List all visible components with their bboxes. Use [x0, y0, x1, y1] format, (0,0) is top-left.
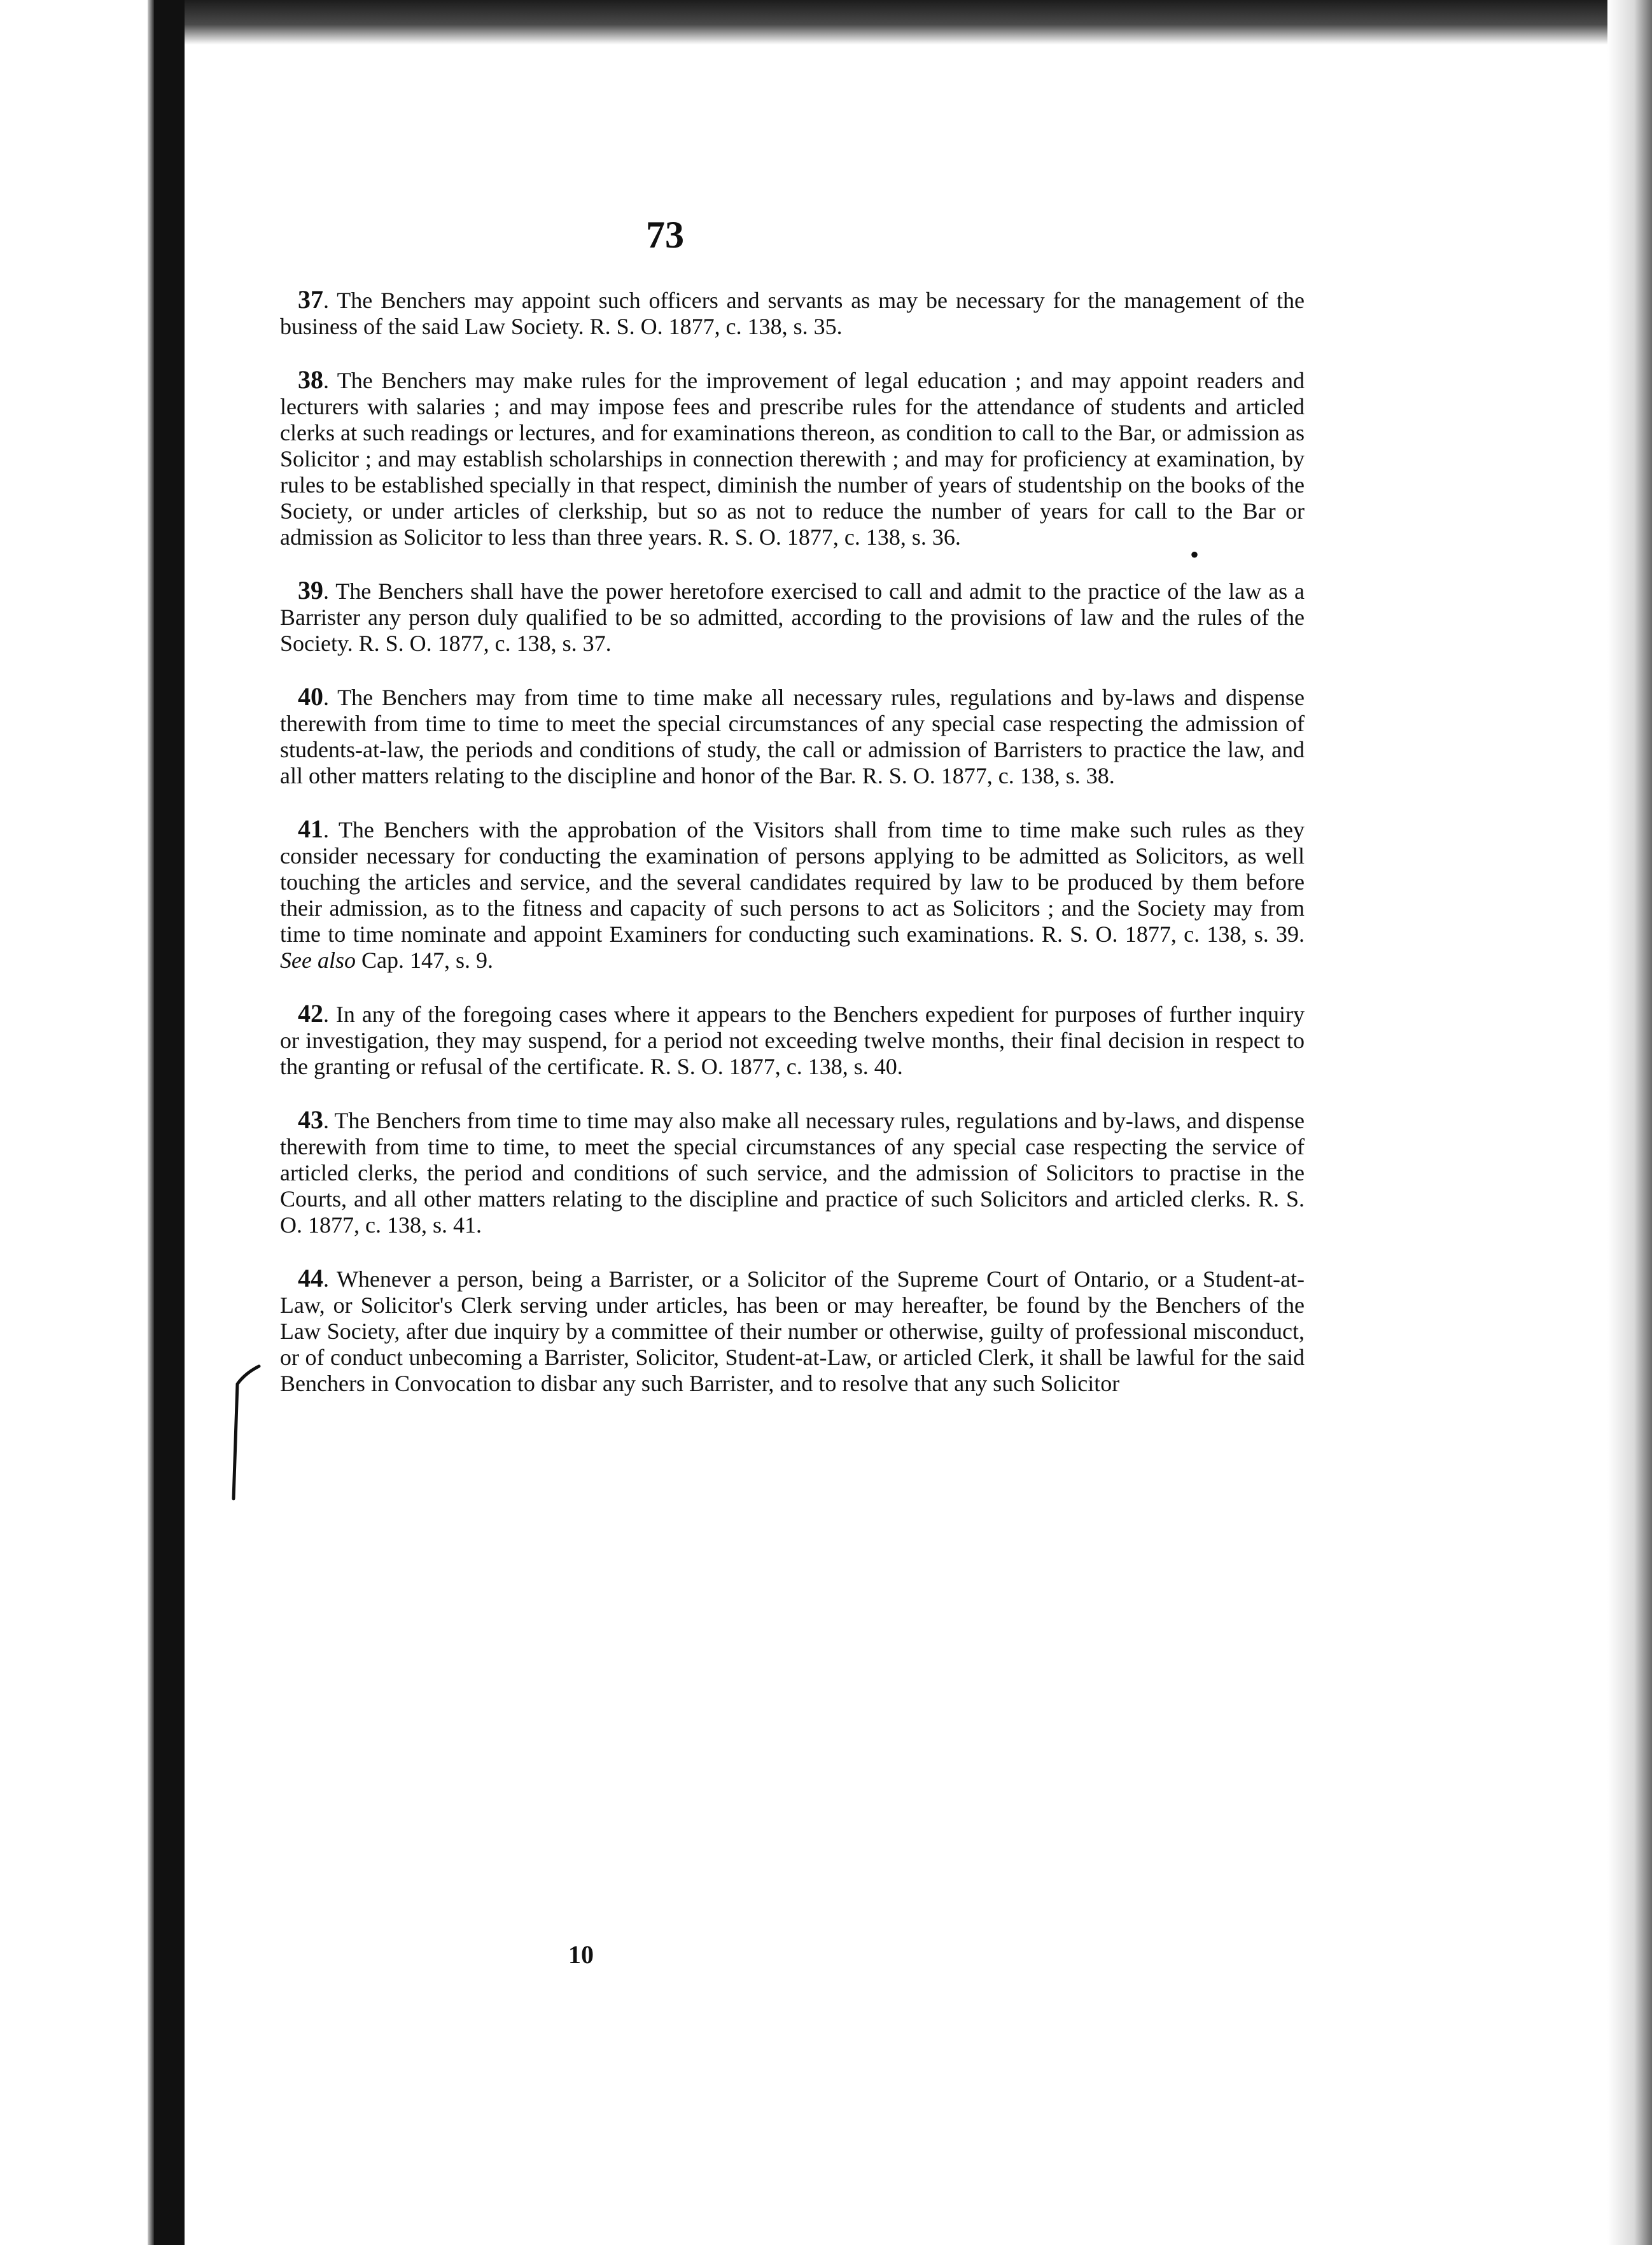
facing-page — [0, 0, 153, 2245]
section-text: The Benchers may appoint such officers and servants as may be necessary for the management of the business of the said Law Society. R. S. O. 1877, c. 138, s. 35. — [280, 288, 1305, 339]
section-text: The Benchers shall have the power heretofore exercised to call and admit to the practice of the law as a Barrister any person duly qualified to be so admitted, according to the provisions of law and the rules of the Society. R. S. O. 1877, c. 138, s. 37. — [280, 578, 1305, 656]
statute-text — [280, 286, 1305, 1423]
see-also-reference: Cap. 147, s. 9. — [361, 948, 493, 973]
section-37: 37. The Benchers may appoint such officers and servants as may be necessary for the management of the business of the said Law Society. R. S. O. 1877, c. 138, s. 35. — [280, 285, 1305, 339]
section-number: 43 — [298, 1105, 323, 1134]
section-41: 41. The Benchers with the approbation of the Visitors shall from time to time make such rules as they consider necessary for conducting the examination of persons applying to be admitted as Solicitors, as well touching the articles and service, and the several candidates required by law to be produced by them before their admission, as to the fitness and capacity of such persons to act as Solicitors ; and the Society may from time to time nominate and appoint Examiners for conducting such examinations. R. S. O. 1877, c. 138, s. 39. See also Cap. 147, s. 9. — [280, 815, 1305, 973]
section-38: 38. The Benchers may make rules for the improvement of legal education ; and may appoint readers and lecturers with salaries ; and may impose fees and prescribe rules for the attendance of students and articled clerks at such readings or lectures, and for examinations thereon, as condition to call to the Bar, or admission as Solicitor ; and may establish scholarships in connection therewith ; and may for proficiency at examination, by rules to be established specially in that respect, diminish the number of years of studentship on the books of the Society, or under articles of clerkship, but so as not to reduce the number of years for call to the Bar or admission as Solicitor to less than three years. R. S. O. 1877, c. 138, s. 36. — [280, 365, 1305, 550]
section-number: 38 — [298, 365, 323, 394]
section-text: The Benchers with the approbation of the Visitors shall from time to time make such rules as they consider necessary for conducting the examination of persons applying to be admitted as Solicitors, as well touching the articles and service, and the several candidates required by law to be produced by them before their admission, as to the fitness and capacity of such persons to act as Solicitors ; and the Society may from time to time nominate and appoint Examiners for conducting such examinations. R. S. O. 1877, c. 138, s. 39. — [280, 817, 1305, 947]
see-also-label: See also — [280, 948, 356, 973]
right-scan-shadow — [1607, 0, 1652, 2245]
section-text: The Benchers may make rules for the improvement of legal education ; and may appoint readers and lecturers with salaries ; and may impose fees and prescribe rules for the attendance of students and articled clerks at such readings or lectures, and for examinations thereon, as condition to call to the Bar, or admission as Solicitor ; and may establish scholarships in connection therewith ; and may for proficiency at examination, by rules to be established specially in that respect, diminish the number of years of studentship on the books of the Society, or under articles of clerkship, but so as not to reduce the number of years for call to the Bar or admission as Solicitor to less than three years. R. S. O. 1877, c. 138, s. 36. — [280, 368, 1305, 550]
section-42: 42. In any of the foregoing cases where it appears to the Benchers expedient for purposes of further inquiry or investigation, they may suspend, for a period not exceeding twelve months, their final decision in respect to the granting or refusal of the certificate. R. S. O. 1877, c. 138, s. 40. — [280, 999, 1305, 1079]
handwritten-margin-bracket — [226, 1359, 270, 1505]
section-number: 40 — [298, 682, 323, 711]
section-40: 40. The Benchers may from time to time make all necessary rules, regulations and by-laws and dispense therewith from time to time to meet the special circumstances of any special case respecting the admission of students-at-law, the periods and conditions of study, the call or admission of Barristers to practice the law, and all other matters relating to the discipline and honor of the Bar. R. S. O. 1877, c. 138, s. 38. — [280, 682, 1305, 788]
section-text: In any of the foregoing cases where it appears to the Benchers expedient for purposes of further inquiry or investigation, they may suspend, for a period not exceeding twelve months, their final decision in respect to the granting or refusal of the certificate. R. S. O. 1877, c. 138, s. 40. — [280, 1002, 1305, 1079]
section-number: 41 — [298, 815, 323, 843]
section-44: 44. Whenever a person, being a Barrister, or a Solicitor of the Supreme Court of Ontario, or a Student-at-Law, or Solicitor's Clerk serving under articles, has been or may hereafter, be found by the Benchers of the Law Society, after due inquiry by a committee of their number or otherwise, guilty of professional misconduct, or of conduct unbecoming a Barrister, Solicitor, Student-at-Law, or articled Clerk, it shall be lawful for the said Benchers in Convocation to disbar any such Barrister, and to resolve that any such Solicitor — [280, 1264, 1305, 1396]
facing-page-edge — [148, 0, 154, 2245]
section-text: The Benchers may from time to time make all necessary rules, regulations and by-laws and dispense therewith from time to time to meet the special circumstances of any special case respecting the admission of students-at-law, the periods and conditions of study, the call or admission of Barristers to practice the law, and all other matters relating to the discipline and honor of the Bar. R. S. O. 1877, c. 138, s. 38. — [280, 685, 1305, 788]
section-text: Whenever a person, being a Barrister, or a Solicitor of the Supreme Court of Ontario, or a Student-at-Law, or Solicitor's Clerk serving under articles, has been or may hereafter, be found by the Benchers of the Law Society, after due inquiry by a committee of their number or otherwise, guilty of professional misconduct, or of conduct unbecoming a Barrister, Solicitor, Student-at-Law, or articled Clerk, it shall be lawful for the said Benchers in Convocation to disbar any such Barrister, and to resolve that any such Solicitor — [280, 1266, 1305, 1396]
printer-signature-mark: 10 — [568, 1940, 594, 1969]
book-gutter — [154, 0, 185, 2245]
section-text: The Benchers from time to time may also make all necessary rules, regulations and by-laws, and dispense therewith from time to time, to meet the special circumstances of any special case respecting the service of articled clerks, the period and conditions of such service, and the admission of Solicitors to practise in the Courts, and all other matters relating to the discipline and practice of such Solicitors and articled clerks. R. S. O. 1877, c. 138, s. 41. — [280, 1108, 1305, 1238]
section-43: 43. The Benchers from time to time may also make all necessary rules, regulations and by-laws, and dispense therewith from time to time, to meet the special circumstances of any special case respecting the service of articled clerks, the period and conditions of such service, and the admission of Solicitors to practise in the Courts, and all other matters relating to the discipline and practice of such Solicitors and articled clerks. R. S. O. 1877, c. 138, s. 41. — [280, 1105, 1305, 1238]
section-39: 39. The Benchers shall have the power heretofore exercised to call and admit to the practice of the law as a Barrister any person duly qualified to be so admitted, according to the provisions of law and the rules of the Society. R. S. O. 1877, c. 138, s. 37. — [280, 576, 1305, 656]
margin-dot: • — [1190, 540, 1200, 569]
section-number: 44 — [298, 1264, 323, 1292]
section-number: 37 — [298, 285, 323, 314]
page-number: 73 — [646, 214, 684, 256]
section-number: 42 — [298, 999, 323, 1028]
top-scan-shadow — [185, 0, 1652, 45]
section-number: 39 — [298, 576, 323, 605]
